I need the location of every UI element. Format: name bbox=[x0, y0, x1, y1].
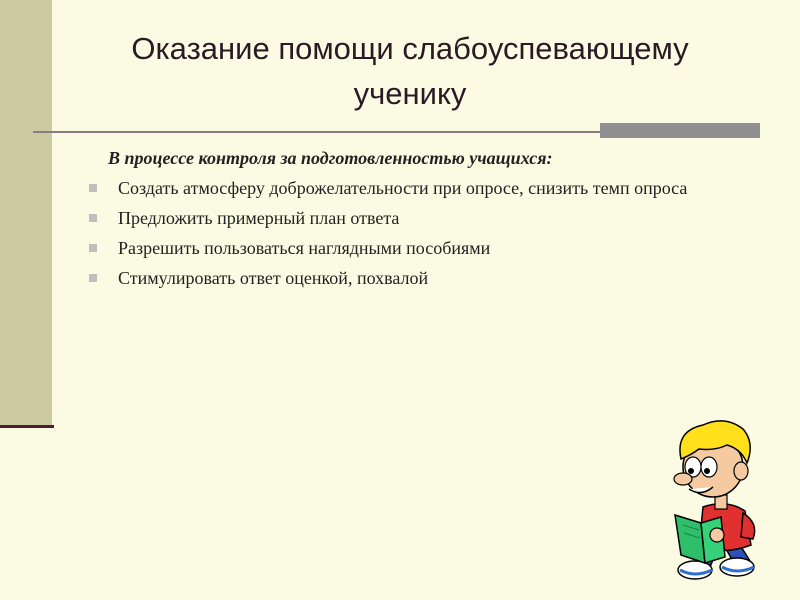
square-bullet-icon bbox=[89, 214, 97, 222]
bullet-item bbox=[88, 266, 768, 290]
slide-content bbox=[88, 146, 768, 296]
bullet-item bbox=[88, 176, 768, 200]
bullet-text: Стимулировать ответ оценкой, похвалой bbox=[118, 268, 429, 288]
bullet-text: Предложить примерный план ответа bbox=[118, 208, 400, 228]
decorative-side-bar bbox=[0, 0, 52, 427]
intro-text: В процессе контроля за подготовленностью учащихся: bbox=[108, 148, 553, 168]
bullet-list bbox=[88, 176, 768, 290]
bullet-text: Создать атмосферу доброжелательности при опросе, снизить темп опроса bbox=[118, 178, 688, 198]
bullet-text: Разрешить пользоваться наглядными пособиями bbox=[118, 238, 491, 258]
side-bar-underline bbox=[0, 425, 54, 428]
bullet-item bbox=[88, 206, 768, 230]
cartoon-boy-reading-icon bbox=[655, 415, 800, 590]
title-divider-block bbox=[600, 123, 760, 138]
bullet-item bbox=[88, 236, 768, 260]
square-bullet-icon bbox=[89, 184, 97, 192]
square-bullet-icon bbox=[89, 274, 97, 282]
slide-title: Оказание помощи слабоуспевающему ученику bbox=[131, 31, 689, 111]
square-bullet-icon bbox=[89, 244, 97, 252]
